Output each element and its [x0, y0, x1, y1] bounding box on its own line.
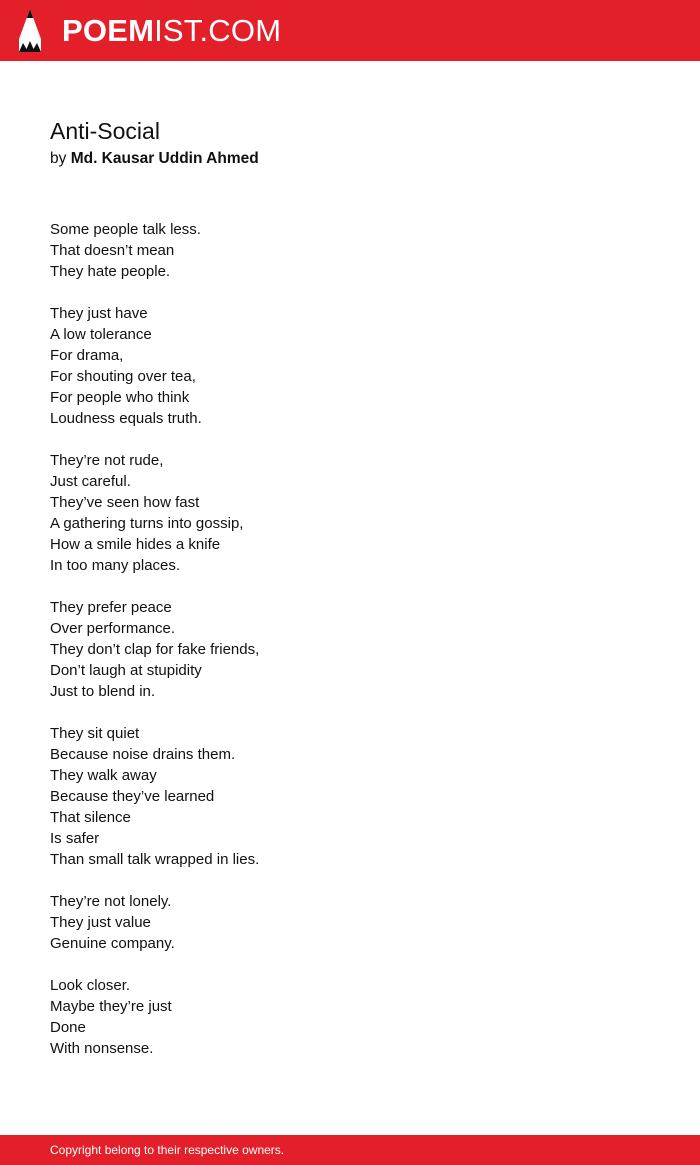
poem-stanza	[50, 303, 650, 429]
poem-line: With nonsense.	[50, 1040, 154, 1057]
poem-line: A low tolerance	[50, 326, 152, 343]
poem-stanza	[50, 450, 650, 576]
poem-line: In too many places.	[50, 557, 181, 574]
brand-bold: POEM	[62, 13, 155, 48]
site-header	[0, 0, 700, 61]
brand-light: IST.COM	[154, 13, 282, 48]
poem-line: They just value	[50, 914, 151, 931]
site-logo-text[interactable]	[62, 13, 281, 49]
poem-line: Than small talk wrapped in lies.	[50, 851, 260, 868]
poem-line: They just have	[50, 305, 148, 322]
poem-line: Don’t laugh at stupidity	[50, 662, 202, 679]
poem-line: Done	[50, 1019, 86, 1036]
poem-line: A gathering turns into gossip,	[50, 515, 244, 532]
poem-line: Genuine company.	[50, 935, 175, 952]
poem-line: They’ve seen how fast	[50, 494, 200, 511]
poem-stanza	[50, 597, 650, 702]
poem-line: Is safer	[50, 830, 100, 847]
poem-stanza	[50, 219, 650, 282]
copyright-text: Copyright belong to their respective owners.	[50, 1143, 285, 1157]
poem-line: They don’t clap for fake friends,	[50, 641, 260, 658]
byline	[50, 149, 259, 169]
poem-line: They’re not rude,	[50, 452, 164, 469]
poem-line: Because noise drains them.	[50, 746, 236, 763]
poem-line: Look closer.	[50, 977, 131, 994]
poem-line: They hate people.	[50, 263, 171, 280]
poem-stanza	[50, 975, 650, 1059]
poem-line: How a smile hides a knife	[50, 536, 221, 553]
poem-line: That silence	[50, 809, 131, 826]
pencil-icon[interactable]	[17, 9, 43, 52]
poem-stanza	[50, 723, 650, 870]
poem-line: For shouting over tea,	[50, 368, 196, 385]
byline-prefix: by	[50, 150, 67, 167]
poem-title: Anti-Social	[50, 118, 160, 144]
poem-line: Just careful.	[50, 473, 131, 490]
poem-line: Over performance.	[50, 620, 176, 637]
poem-line: That doesn’t mean	[50, 242, 175, 259]
poem-line: Just to blend in.	[50, 683, 156, 700]
poem-line: They sit quiet	[50, 725, 140, 742]
poem-stanza	[50, 891, 650, 954]
site-footer	[0, 1135, 700, 1165]
poem-line: Maybe they’re just	[50, 998, 172, 1015]
poem-line: They prefer peace	[50, 599, 172, 616]
poem-line: For drama,	[50, 347, 124, 364]
author-name: Md. Kausar Uddin Ahmed	[70, 150, 259, 167]
poem-line: Because they’ve learned	[50, 788, 215, 805]
poem-line: For people who think	[50, 389, 190, 406]
poem-line: They walk away	[50, 767, 157, 784]
poem-line: Some people talk less.	[50, 221, 201, 238]
poem-body	[50, 219, 650, 1080]
poem-line: They’re not lonely.	[50, 893, 172, 910]
poem-line: Loudness equals truth.	[50, 410, 202, 427]
